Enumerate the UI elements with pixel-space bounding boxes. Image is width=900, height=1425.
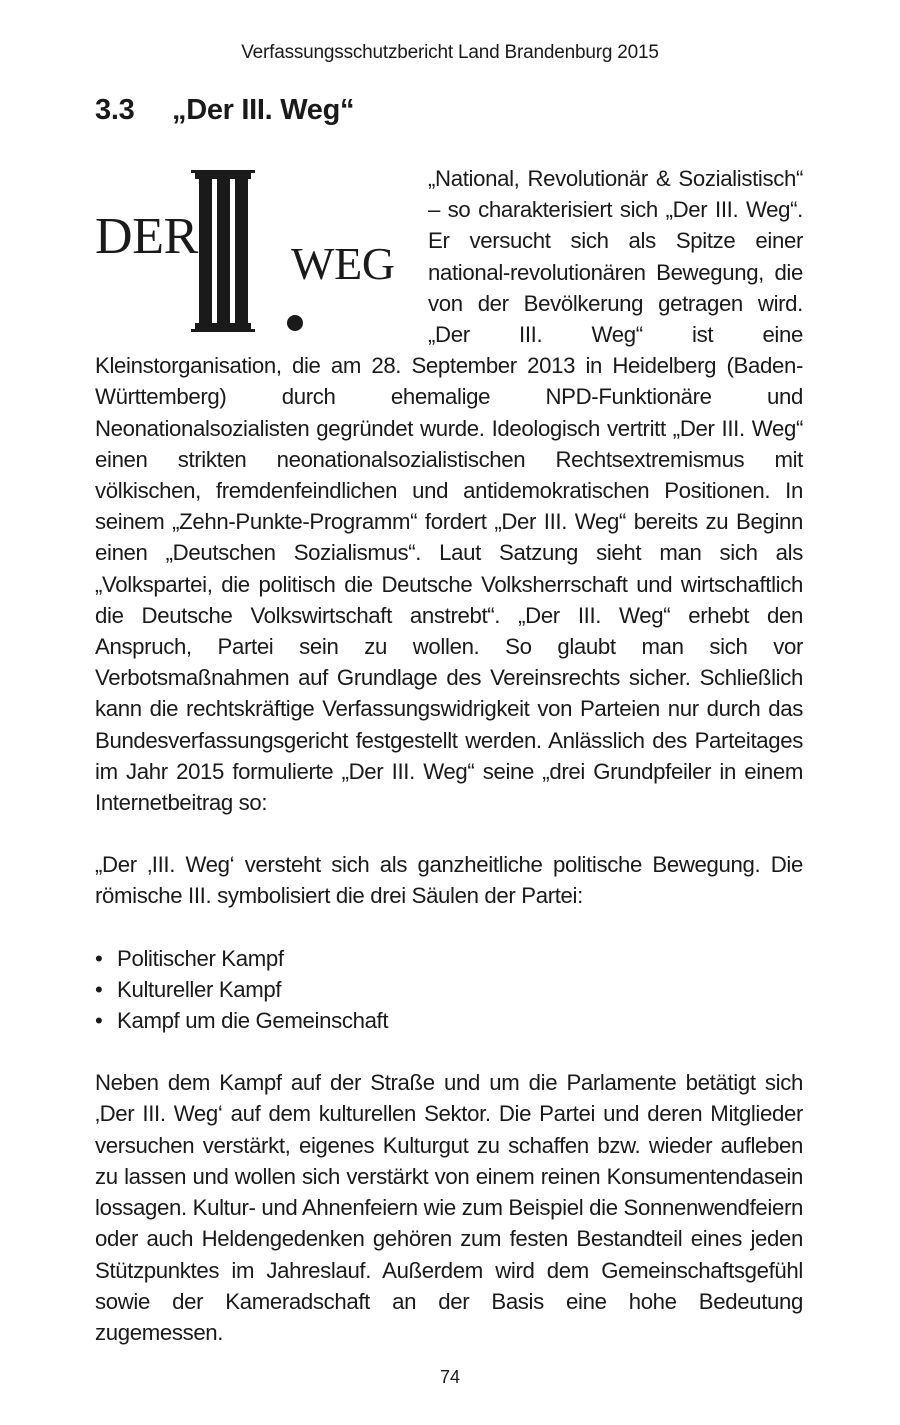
list-item: • Politischer Kampf — [95, 943, 803, 974]
running-header: Verfassungsschutzbericht Land Brandenburg 2015 — [241, 42, 659, 63]
paragraph-quote: „Der ‚III. Weg‘ versteht sich als ganzheitliche politische Bewegung. Die römische III. symbolisiert die drei Säulen der Partei: — [95, 852, 803, 909]
section-number: 3.3 — [95, 94, 135, 126]
bullet-icon: • — [95, 976, 103, 1002]
paragraph-intro: „National, Revolutionär & Sozialistisch“ – so charakterisiert sich „Der III. Weg“. Er versucht sich als Spitze einer national-revolutionären Bewegung, die von der Bevölkerung getragen wird. „Der III. Weg“ ist eine Kleinstorganisation, die am 28. September 2013 in Heidelberg (Baden-Württemberg) durch ehemalige NPD-Funktionäre und Neonationalsozialisten gegründet wurde. Ideologisch vertritt „Der III. Weg“ einen strikten neonationalsozialistischen Rechtsextremismus mit völkischen, fremdenfeindlichen und antidemokratischen Positionen. In seinem „Zehn-Punkte-Programm“ fordert „Der III. Weg“ bereits zu Beginn einen „Deutschen Sozialismus“. Laut Satzung sieht man sich als „Volkspartei, die politisch die Deutsche Volksherrschaft und wirtschaftlich die Deutsche Volkswirtschaft anstrebt“. „Der III. Weg“ erhebt den Anspruch, Partei sein zu wollen. So glaubt man sich vor Verbotsmaßnahmen auf Grundlage des Vereinsrechts sicher. Schließlich kann die rechtskräftige Verfassungswidrigkeit von Parteien nur durch das Bundesverfassungsgericht festgestellt werden. Anlässlich des Parteitages im Jahr 2015 formulierte „Der III. Weg“ seine „drei Grundpfeiler in einem Internetbeitrag so: — [95, 166, 803, 816]
bullet-icon: • — [95, 945, 103, 971]
section-title: „Der III. Weg“ — [172, 94, 355, 126]
logo-graphic — [95, 165, 410, 335]
list-item: • Kultureller Kampf — [95, 974, 803, 1005]
section-heading — [95, 92, 354, 128]
logo-word-right: WEG — [291, 238, 395, 289]
bullet-icon: • — [95, 1008, 103, 1034]
list-item: • Kampf um die Gemeinschaft — [95, 1005, 803, 1036]
page-number: 74 — [439, 1367, 461, 1387]
pillars-list — [95, 943, 803, 1037]
logo-word-left: DER — [95, 208, 198, 265]
body-text — [95, 163, 803, 1348]
paragraph-culture: Neben dem Kampf auf der Straße und um die Parlamente betätigt sich ‚Der III. Weg‘ auf dem kulturellen Sektor. Die Partei und deren Mitglieder versuchen verstärkt, eigenes Kulturgut zu schaffen bzw. wieder aufleben zu lassen und wollen sich verstärkt von einem reinen Konsumentendasein lossagen. Kultur- und Ahnenfeiern wie zum Beispiel die Sonnenwendfeiern oder auch Heldengedenken gehören zum festen Bestandteil eines jeden Stützpunktes im Jahreslauf. Außerdem wird dem Gemeinschaftsgefühl sowie der Kameradschaft an der Basis eine hohe Bedeutung zugemessen. — [95, 1070, 803, 1345]
party-logo — [95, 165, 410, 335]
